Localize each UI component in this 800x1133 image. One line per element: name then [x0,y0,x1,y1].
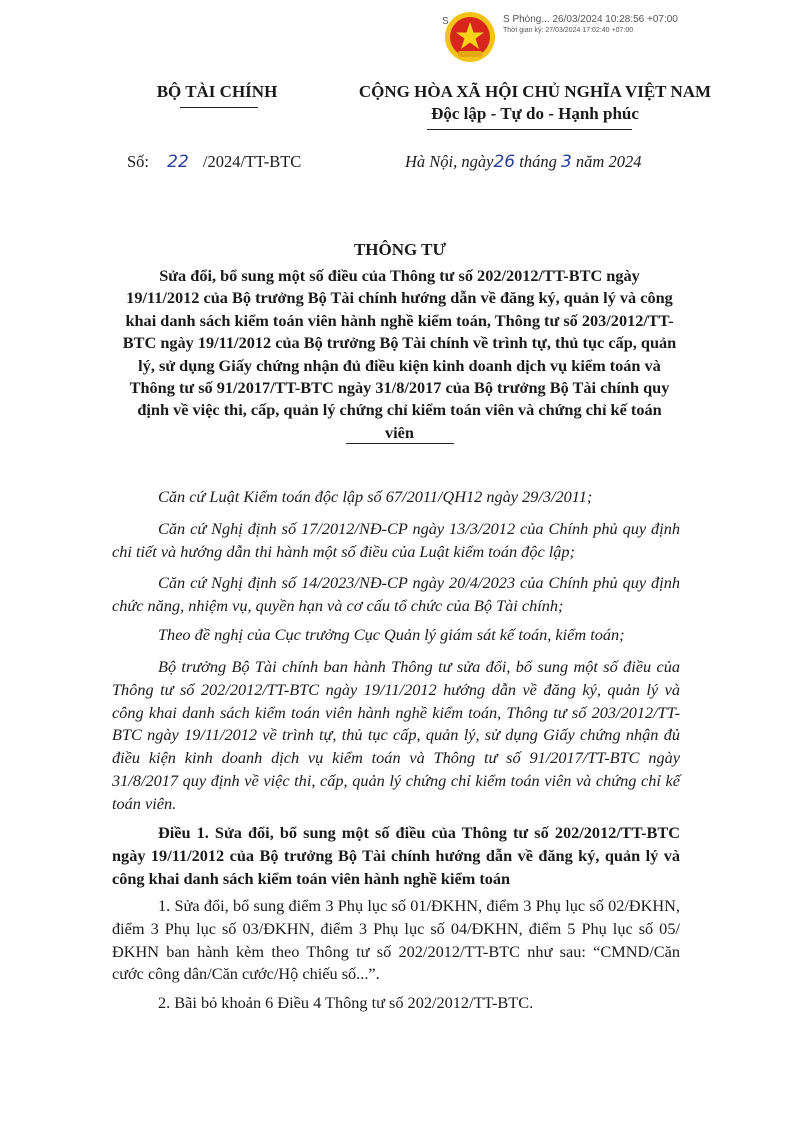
legal-basis-1: Căn cứ Luật Kiểm toán độc lập số 67/2011/QH12 ngày 29/3/2011; [158,487,593,506]
enactment-statement: Bộ trưởng Bộ Tài chính ban hành Thông tư sửa đổi, bổ sung một số điều của Thông tư số 202/2012/TT-BTC ngày 19/11/2012 hướng dẫn về đăng ký, quản lý và công khai danh sách kiểm toán viên hành nghề kiểm toán, Thông tư số 203/2012/TT-BTC ngày 19/11/2012 về trình tự, thủ tục cấp, quản lý, sử dụng Giấy chứng nhận đủ điều kiện kinh doanh dịch vụ kiểm toán và Thông tư số 91/2017/TT-BTC ngày 31/8/2017 quy định về việc thi, cấp, quản lý chứng chỉ kiểm toán viên và chứng chỉ kế toán viên. [112,657,680,813]
document-title: THÔNG TƯ [353,240,447,259]
signature-line-1: S Phòng... 26/03/2024 10:28:56 +07:00 [503,14,678,25]
number-suffix: /2024/TT-BTC [202,152,302,171]
date-month-label: tháng [519,152,557,171]
signature-stamp-mark: S [442,16,449,27]
issue-date [405,152,641,172]
legal-basis-2: Căn cứ Nghị định số 17/2012/NĐ-CP ngày 13/3/2012 của Chính phủ quy định chi tiết và hướng dẫn thi hành một số điều của Luật kiểm toán độc lập; [112,519,680,561]
article-1-clause-2: 2. Bãi bỏ khoản 6 Điều 4 Thông tư số 202/2012/TT-BTC. [158,993,534,1012]
motto-underline [427,129,632,130]
number-prefix: Số: [127,152,150,171]
article-1-clause-1: 1. Sửa đổi, bổ sung điểm 3 Phụ lục số 01/ĐKHN, điểm 3 Phụ lục số 02/ĐKHN, điểm 3 Phụ lục số 03/ĐKHN, điểm 3 Phụ lục số 04/ĐKHN, điểm 5 Phụ lục số 05/ĐKHN ban hành kèm theo Thông tư số 202/2012/TT-BTC như sau: “CMND/Căn cước công dân/Căn cước/Hộ chiếu số...”. [112,896,680,984]
legal-basis-3: Căn cứ Nghị định số 14/2023/NĐ-CP ngày 20/4/2023 của Chính phủ quy định chức năng, nhiệm vụ, quyền hạn và cơ cấu tổ chức của Bộ Tài chính; [112,573,680,615]
date-month-handwritten: 3 [560,152,572,172]
date-day-handwritten: 26 [493,152,516,172]
nation-name: CỘNG HÒA XÃ HỘI CHỦ NGHĨA VIỆT NAM [358,82,712,101]
legal-basis-4: Theo đề nghị của Cục trưởng Cục Quản lý giám sát kế toán, kiểm toán; [158,625,625,644]
date-prefix: Hà Nội, ngày [405,152,494,171]
agency-underline [180,107,258,108]
date-year: năm 2024 [575,152,642,171]
digital-signature-stamp [503,14,678,34]
signature-line-2: Thời gian ký: 27/03/2024 17:02:40 +07:00 [503,27,634,34]
subject-underline [346,443,454,444]
issuing-agency: BỘ TÀI CHÍNH [156,82,278,101]
document-subject: Sửa đổi, bổ sung một số điều của Thông tư số 202/2012/TT-BTC ngày 19/11/2012 của Bộ trưởng Bộ Tài chính hướng dẫn về đăng ký, quản lý và công khai danh sách kiểm toán viên hành nghề kiểm toán, Thông tư số 203/2012/TT-BTC ngày 19/11/2012 của Bộ trưởng Bộ Tài chính về trình tự, thủ tục cấp, quản lý, sử dụng Giấy chứng nhận đủ điều kiện kinh doanh dịch vụ kiểm toán và Thông tư số 91/2017/TT-BTC ngày 31/8/2017 của Bộ trưởng Bộ Tài chính quy định về việc thi, cấp, quản lý chứng chỉ kiểm toán viên và chứng chỉ kế toán viên [122,266,677,442]
number-handwritten: 22 [167,152,189,172]
national-emblem-icon [444,10,496,64]
national-motto: Độc lập - Tự do - Hạnh phúc [431,104,639,123]
document-number [127,152,301,172]
article-1-heading: Điều 1. Sửa đổi, bổ sung một số điều của Thông tư số 202/2012/TT-BTC ngày 19/11/2012 của Bộ trưởng Bộ Tài chính hướng dẫn về đăng ký, quản lý và công khai danh sách kiểm toán viên hành nghề kiểm toán [112,823,680,888]
